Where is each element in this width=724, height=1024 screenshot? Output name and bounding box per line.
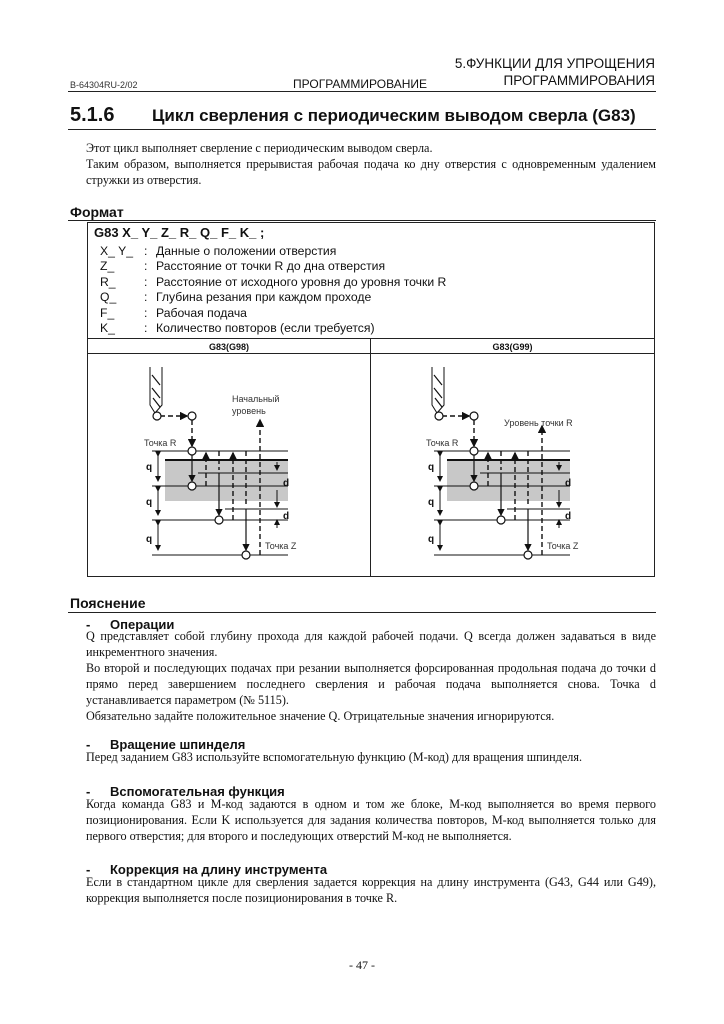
position-point [242,551,250,559]
q-label: q [146,497,153,508]
drill-icon [432,367,444,413]
parameter-key: Z_ [100,259,115,274]
workpiece [447,460,570,501]
document-id: B-64304RU-2/02 [70,80,138,90]
diagram-title-g99: G83(G99) [492,342,533,352]
return-level-label: Уровень точки R [504,418,573,428]
position-point [153,412,161,420]
d-label: d [283,511,290,522]
intro-paragraph: Этот цикл выполняет сверление с периодическим выводом сверла. [86,141,433,155]
parameter-key: K_ [100,320,115,335]
parameter-key: X_ Y_ [100,244,133,258]
position-point [470,482,478,490]
chapter-title-line1: 5.ФУНКЦИИ ДЛЯ УПРОЩЕНИЯ [454,56,655,71]
paragraph: Перед заданием G83 используйте вспомогательную функцию (M-код) для вращения шпинделя. [86,750,582,764]
d-label: d [283,478,290,489]
return-level-label: уровень [232,406,266,416]
drilling-diagram [426,367,579,559]
diagram-title-g98: G83(G98) [208,342,250,352]
d-label: d [565,478,572,489]
explanation-rule [68,612,656,613]
format-heading: Формат [70,204,124,220]
parameter-key: F_ [100,305,115,320]
position-point [188,412,196,420]
parameter-description: Глубина резания при каждом проходе [156,290,372,305]
subsection-title: Вращение шпинделя [110,737,246,752]
point-z-label: Точка Z [547,541,579,551]
dash: - [86,784,91,799]
point-z-label: Точка Z [265,541,297,551]
paragraph: Во второй и последующих подачах при резании выполняется форсированная продольная подача до точки d прямо перед завершением последнего сверления и рабочая подача выполняется снова. Точка d устанавливается параметром (№ 5115). [86,661,656,707]
paragraph: Когда команда G83 и M-код задаются в одном и том же блоке, M-код выполняется во время первого позиционирования. Если K используется для задания количества повторов, M-код выполняется только для первого отверстия; для второго и последующих отверстий M-код не выполняется. [86,797,656,843]
position-point [470,412,478,420]
section-title: Цикл сверления с периодическим выводом сверла (G83) [152,106,636,125]
position-point [497,516,505,524]
colon: : [144,274,148,289]
parameter-description: Расстояние от исходного уровня до уровня точки R [156,274,447,289]
explanation-heading: Пояснение [70,595,146,611]
drill-icon [150,367,162,413]
colon: : [144,305,148,320]
q-label: q [428,497,435,508]
position-point [188,482,196,490]
parameter-description: Количество повторов (если требуется) [156,320,375,335]
subsection-title: Операции [110,617,175,632]
dash: - [86,737,91,752]
section-number: 5.1.6 [70,104,115,126]
parameter-description: Рабочая подача [156,305,247,320]
parameter-description: Расстояние от точки R до дна отверстия [156,259,386,274]
parameter-key: R_ [100,274,116,289]
parameter-description: Данные о положении отверстия [156,244,337,258]
position-point [524,551,532,559]
drilling-diagram [144,367,297,559]
dash: - [86,617,91,632]
workpiece [165,460,288,501]
paragraph: Обязательно задайте положительное значение Q. Отрицательные значения игнорируются. [86,709,555,723]
section-name: ПРОГРАММИРОВАНИЕ [293,77,427,91]
chapter-title-line2: ПРОГРАММИРОВАНИЯ [503,73,655,88]
q-label: q [146,462,153,473]
colon: : [144,244,148,258]
q-label: q [428,534,435,545]
point-r-label: Точка R [144,438,177,448]
colon: : [144,290,148,305]
colon: : [144,259,148,274]
point-r-label: Точка R [426,438,459,448]
parameter-key: Q_ [100,290,117,305]
subsection-title: Коррекция на длину инструмента [110,862,328,877]
paragraph: Если в стандартном цикле для сверления задается коррекция на длину инструмента (G43, G44 или G49), коррекция выполняется после позиционирования в точке R. [86,875,656,905]
position-point [215,516,223,524]
return-level-label: Начальный [232,394,280,404]
subsection-title: Вспомогательная функция [110,784,285,799]
d-label: d [565,511,572,522]
dash: - [86,862,91,877]
paragraph: Q представляет собой глубину прохода для каждой рабочей подачи. Q всегда должен задаваться в виде инкрементного значения. [86,629,656,659]
intro-paragraph: Таким образом, выполняется прерывистая рабочая подача ко дну отверстия с одновременным удалением стружки из отверстия. [86,157,656,187]
page-number: - 47 - [349,958,375,972]
position-point [435,412,443,420]
colon: : [144,320,148,335]
position-point [470,447,478,455]
format-code: G83 X_ Y_ Z_ R_ Q_ F_ K_ ; [94,225,265,240]
position-point [188,447,196,455]
q-label: q [428,462,435,473]
q-label: q [146,534,153,545]
